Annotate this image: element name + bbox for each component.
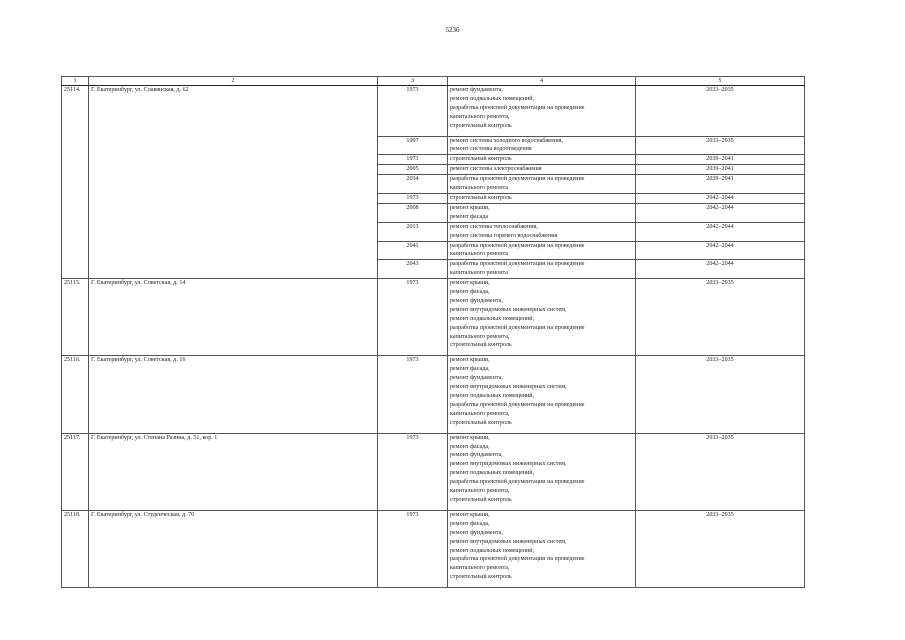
work-item: ремонт крыши, [450, 434, 490, 441]
work-item: ремонт фасада, [450, 289, 490, 296]
work-item: строительный контроль [450, 496, 512, 503]
year-cell: 2043 [378, 260, 448, 279]
works-cell [448, 222, 636, 241]
row-number: 25114. [62, 86, 89, 279]
period-cell: 2033–2035 [636, 86, 805, 137]
address-cell: Г. Екатеринбург, ул. Студенческая, д. 70 [89, 510, 378, 587]
work-item: ремонт фундамента, [450, 297, 503, 304]
address-cell: Г. Екатеринбург, ул. Степана Разина, д. 51, кор. 1 [89, 433, 378, 510]
works-cell [448, 260, 636, 279]
works-cell [448, 86, 636, 137]
table-row [62, 510, 805, 587]
works-cell [448, 165, 636, 175]
work-item: капитального ремонта [450, 270, 508, 277]
year-cell: 1973 [378, 356, 448, 433]
capital-repair-table [61, 76, 805, 588]
period-cell: 2039–2041 [636, 175, 805, 194]
period-cell: 2033–2035 [636, 510, 805, 587]
year-cell: 1997 [378, 136, 448, 155]
work-item: капитального ремонта, [450, 410, 510, 417]
year-cell: 1973 [378, 86, 448, 137]
work-item: строительный контроль [450, 194, 512, 201]
work-item: ремонт фасада, [450, 520, 490, 527]
work-item: ремонт системы электроснабжения [450, 166, 542, 173]
works-cell [448, 279, 636, 356]
year-cell: 2013 [378, 222, 448, 241]
header-cell: 3 [378, 77, 448, 86]
period-cell: 2033–2035 [636, 136, 805, 155]
year-cell: 2005 [378, 165, 448, 175]
table-row [62, 356, 805, 433]
work-item: строительный контроль [450, 419, 512, 426]
works-cell [448, 510, 636, 587]
table-row [62, 433, 805, 510]
period-cell: 2042–2044 [636, 241, 805, 260]
work-item: ремонт крыши, [450, 204, 490, 211]
work-item: ремонт крыши, [450, 511, 490, 518]
year-cell: 1973 [378, 433, 448, 510]
work-item: ремонт фасада, [450, 366, 490, 373]
year-cell: 1973 [378, 193, 448, 203]
works-cell [448, 433, 636, 510]
work-item: ремонт внутридомовых инженерных систем, [450, 384, 567, 391]
work-item: капитального ремонта, [450, 488, 510, 495]
work-item: ремонт внутридомовых инженерных систем, [450, 306, 567, 313]
work-item: ремонт подвальных помещений, [450, 315, 535, 322]
address-cell: Г. Екатеринбург, ул. Славянская, д. 62 [89, 86, 378, 279]
table-row [62, 86, 805, 137]
work-item: ремонт внутридомовых инженерных систем, [450, 461, 567, 468]
works-cell [448, 155, 636, 165]
work-item: ремонт крыши, [450, 357, 490, 364]
work-item: разработка проектной документации на проведение [450, 261, 585, 268]
period-cell: 2033–2035 [636, 433, 805, 510]
works-cell [448, 203, 636, 222]
work-item: ремонт системы горячего водоснабжения [450, 232, 558, 239]
header-row [62, 77, 805, 86]
work-item: разработка проектной документации на проведение [450, 401, 585, 408]
row-number: 25118. [62, 510, 89, 587]
period-cell: 2042–2044 [636, 193, 805, 203]
work-item: строительный контроль [450, 122, 512, 129]
work-item: строительный контроль [450, 574, 512, 581]
works-cell [448, 136, 636, 155]
work-item: ремонт системы водоотведения [450, 146, 532, 153]
work-item: разработка проектной документации на проведение [450, 479, 585, 486]
work-item: ремонт подвальных помещений, [450, 470, 535, 477]
header-cell: 5 [636, 77, 805, 86]
work-item: ремонт фасада [450, 213, 489, 220]
period-cell: 2033–2035 [636, 356, 805, 433]
work-item: ремонт фундамента, [450, 87, 503, 93]
period-cell: 2033–2035 [636, 279, 805, 356]
work-item: ремонт внутридомовых инженерных систем, [450, 538, 567, 545]
row-number: 25115. [62, 279, 89, 356]
year-cell: 1973 [378, 155, 448, 165]
work-item: капитального ремонта [450, 185, 508, 192]
works-cell [448, 175, 636, 194]
year-cell: 2008 [378, 203, 448, 222]
works-cell [448, 356, 636, 433]
works-cell [448, 193, 636, 203]
work-item: капитального ремонта, [450, 113, 510, 120]
period-cell: 2039–2041 [636, 155, 805, 165]
work-item: строительный контроль [450, 342, 512, 349]
year-cell: 1973 [378, 279, 448, 356]
work-item: разработка проектной документации на проведение [450, 176, 585, 183]
period-cell: 2042–2044 [636, 222, 805, 241]
header-cell: 4 [448, 77, 636, 86]
work-item: разработка проектной документации на проведение [450, 556, 585, 563]
address-cell: Г. Екатеринбург, ул. Советская, д. 14 [89, 279, 378, 356]
work-item: капитального ремонта, [450, 333, 510, 340]
work-item: ремонт системы теплоснабжения, [450, 223, 538, 230]
period-cell: 2042–2044 [636, 203, 805, 222]
work-item: капитального ремонта, [450, 565, 510, 572]
work-item: разработка проектной документации на проведение [450, 242, 585, 249]
work-item: ремонт крыши, [450, 280, 490, 287]
work-item: ремонт подвальных помещений, [450, 95, 535, 102]
work-item: капитального ремонта [450, 251, 508, 258]
table-row [62, 279, 805, 356]
work-item: разработка проектной документации на проведение [450, 324, 585, 331]
header-cell: 1 [62, 77, 89, 86]
work-item: строительный контроль [450, 156, 512, 163]
period-cell: 2039–2041 [636, 165, 805, 175]
header-cell: 2 [89, 77, 378, 86]
page-number: 5236 [445, 26, 460, 34]
work-item: ремонт подвальных помещений, [450, 393, 535, 399]
row-number: 25117. [62, 433, 89, 510]
works-cell [448, 241, 636, 260]
work-item: ремонт системы холодного водоснабжения, [450, 137, 563, 144]
work-item: ремонт фундамента, [450, 375, 503, 382]
work-item: ремонт подвальных помещений, [450, 547, 535, 554]
work-item: ремонт фундамента, [450, 452, 503, 459]
year-cell: 2034 [378, 175, 448, 194]
work-item: ремонт фасада, [450, 443, 490, 450]
year-cell: 1973 [378, 510, 448, 587]
work-item: ремонт фундамента, [450, 529, 503, 536]
row-number: 25116. [62, 356, 89, 433]
address-cell: Г. Екатеринбург, ул. Советская, д. 16 [89, 356, 378, 433]
period-cell: 2042–2044 [636, 260, 805, 279]
year-cell: 2041 [378, 241, 448, 260]
work-item: разработка проектной документации на проведение [450, 104, 585, 111]
